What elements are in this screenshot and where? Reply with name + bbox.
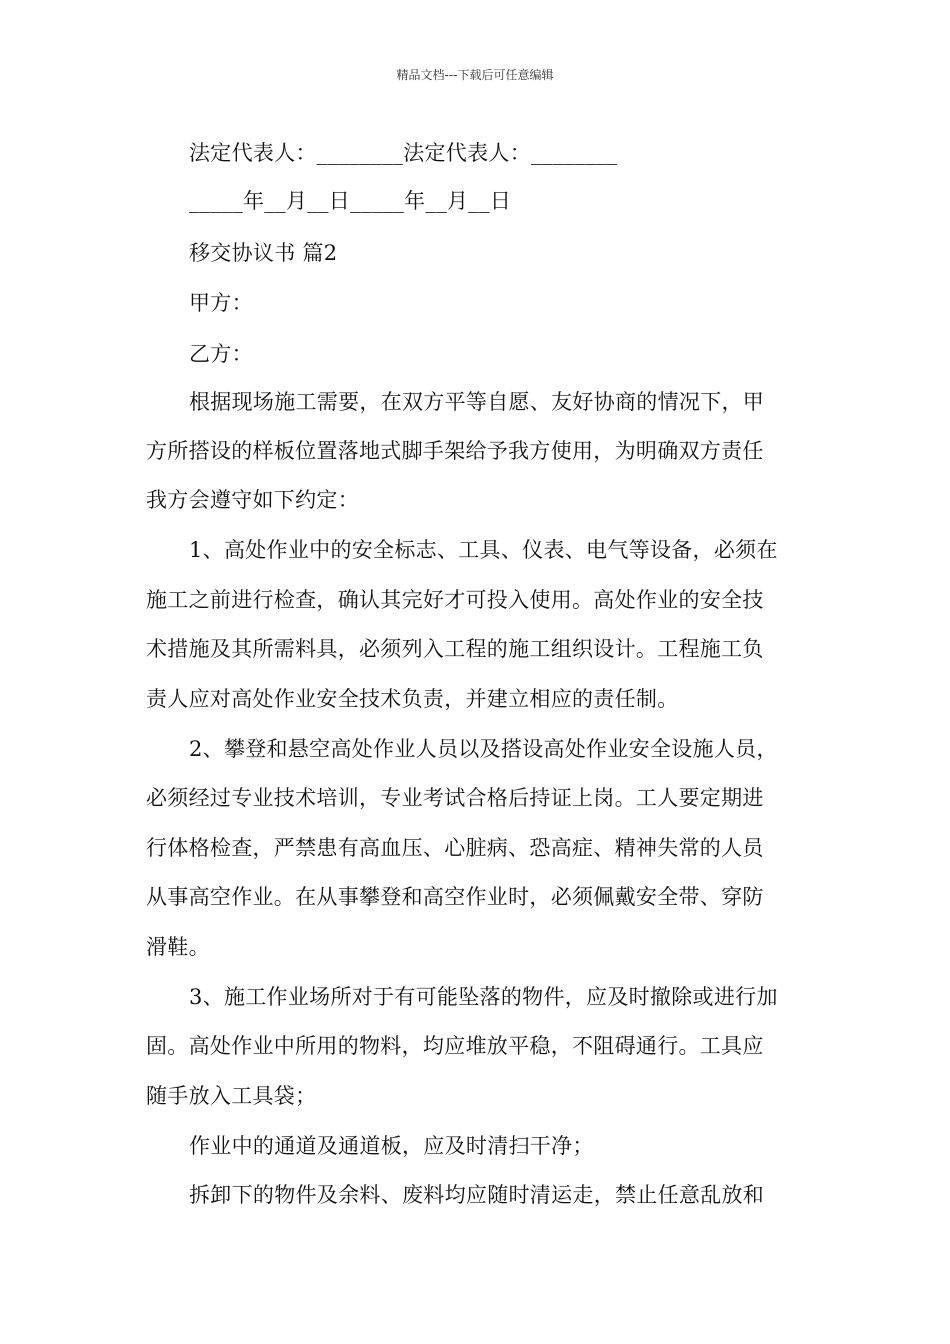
paragraph-line: 必须经过专业技术培训，专业考试合格后持证上岗。工人要定期进	[146, 786, 764, 810]
paragraph-line: 根据现场施工需要，在双方平等自愿、友好协商的情况下，甲	[189, 390, 765, 414]
paragraph-line: 术措施及其所需料具，必须列入工程的施工组织设计。工程施工负	[146, 637, 764, 661]
party-b-line: 乙方：	[189, 342, 253, 366]
page-header: 精品文档---下载后可任意编辑	[396, 68, 554, 82]
paragraph-line: 3、施工作业场所对于有可能坠落的物件，应及时撤除或进行加	[189, 985, 778, 1009]
paragraph-line: 拆卸下的物件及余料、废料均应随时清运走，禁止任意乱放和	[189, 1183, 765, 1207]
party-a-line: 甲方：	[189, 291, 253, 315]
paragraph-line: 2、攀登和悬空高处作业人员以及搭设高处作业安全设施人员，	[189, 737, 778, 761]
paragraph-line: 方所搭设的样板位置落地式脚手架给予我方使用，为明确双方责任	[146, 439, 764, 463]
paragraph-line: 固。高处作业中所用的物料，均应堆放平稳，不阻碍通行。工具应	[146, 1034, 764, 1058]
paragraph-line: 责人应对高处作业安全技术负责，并建立相应的责任制。	[146, 687, 679, 711]
paragraph-line: 施工之前进行检查，确认其完好才可投入使用。高处作业的安全技	[146, 588, 764, 612]
paragraph-line: 随手放入工具袋；	[146, 1084, 317, 1108]
paragraph-line: 行体格检查，严禁患有高血压、心脏病、恐高症、精神失常的人员	[146, 836, 764, 860]
date-line: _____年__月__日_____年__月__日	[189, 189, 512, 213]
paragraph-line: 作业中的通道及通道板，应及时清扫干净；	[189, 1134, 594, 1158]
paragraph-line: 我方会遵守如下约定：	[146, 488, 359, 512]
section-title: 移交协议书 篇2	[189, 241, 338, 265]
paragraph-line: 滑鞋。	[146, 935, 210, 959]
paragraph-line: 1、高处作业中的安全标志、工具、仪表、电气等设备，必须在	[189, 538, 778, 562]
paragraph-line: 从事高空作业。在从事攀登和高空作业时，必须佩戴安全带、穿防	[146, 885, 764, 909]
signature-line: 法定代表人：________法定代表人：________	[189, 141, 618, 165]
